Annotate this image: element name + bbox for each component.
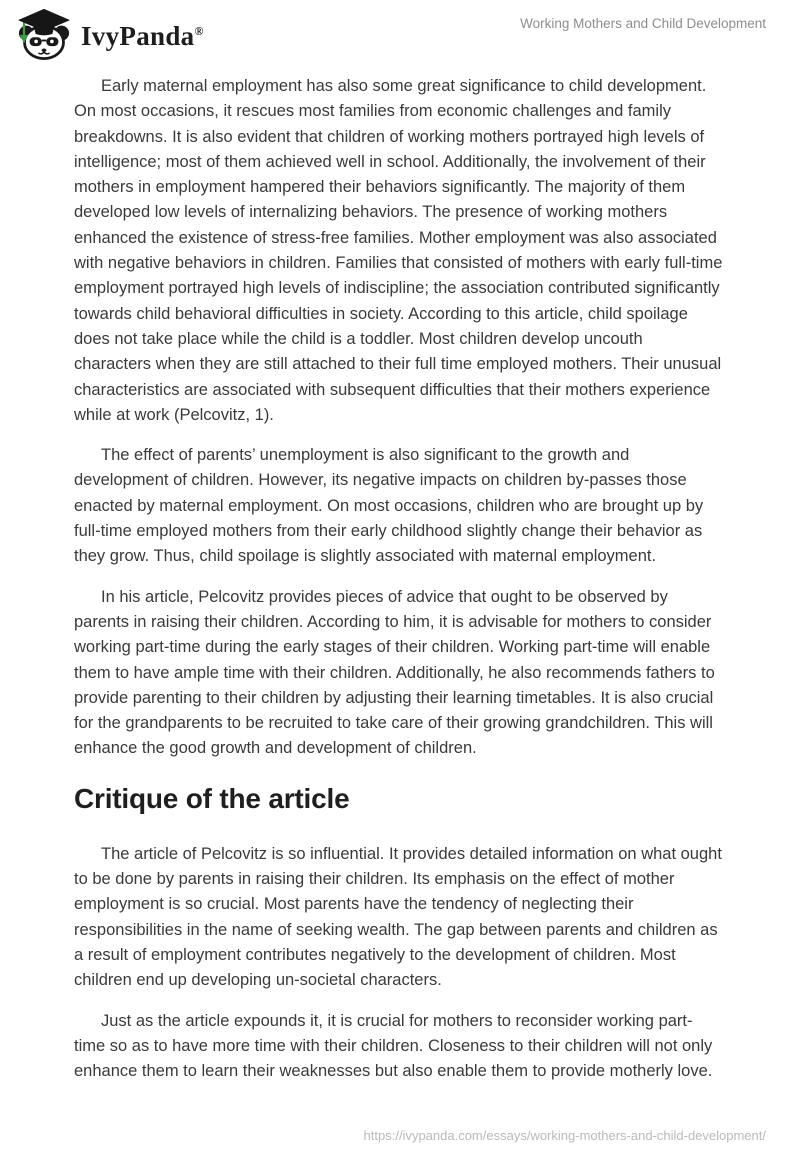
registered-trademark-symbol: ® (194, 23, 204, 38)
brand-name: IvyPanda® (81, 20, 204, 51)
page-header (0, 0, 800, 64)
page-footer (364, 1128, 766, 1144)
essay-paragraph: Early maternal employment has also some great significance to child development. On most occasions, it rescues most families from economic challenges and family breakdowns. It is also evident that children of working mothers portrayed high levels of intelligence; most of them achieved well in school. Additionally, the involvement of their mothers in employment hampered their behaviors significantly. The majority of them developed low levels of internalizing behaviors. The presence of working mothers enhanced the existence of stress-free families. Mother employment was also associated with negative behaviors in children. Families that consisted of mothers with early full-time employment portrayed high levels of indiscipline; the association contributed significantly towards child behavioral difficulties in society. According to this article, child spoilage does not take place while the child is a toddler. Most children develop uncouth characters when they are still attached to their full time employed mothers. Their unusual characteristics are associated with subsequent difficulties that their mothers experience while at work (Pelcovitz, 1). (74, 77, 723, 424)
essay-paragraph: Just as the article expounds it, it is crucial for mothers to reconsider working part-time so as to have more time with their children. Closeness to their children will not only enhance them to learn their weaknesses but also enable them to provide motherly love. (74, 1011, 713, 1081)
essay-paragraph: The effect of parents’ unemployment is also significant to the growth and development of children. However, its negative impacts on children by-passes those enacted by maternal employment. On most occasions, children who are brought up by full-time employed mothers from their early childhood slightly change their behavior as they grow. Thus, child spoilage is slightly associated with maternal employment. (74, 446, 704, 566)
section-heading: Critique of the article (74, 782, 350, 814)
brand (16, 8, 204, 60)
essay-content (0, 64, 800, 1084)
document-title: Working Mothers and Child Development (520, 16, 766, 31)
essay-paragraph: The article of Pelcovitz is so influential. It provides detailed information on what ought to be done by parents in raising their children. Its emphasis on the effect of mother employment is so crucial. Most parents have the tendency of neglecting their responsibilities in the name of seeking wealth. The gap between parents and children as a result of employment contributes negatively to the development of children. Most children end up developing un-societal characters. (74, 844, 722, 990)
essay-paragraph: In his article, Pelcovitz provides pieces of advice that ought to be observed by parents in raising their children. According to him, it is advisable for mothers to consider working part-time during the early stages of their children. Working part-time will enable them to have ample time with their children. Additionally, he also recommends fathers to provide parenting to their children by adjusting their learning timetables. It is also crucial for the grandparents to be recruited to take care of their growing grandchildren. This will enhance the good growth and development of children. (74, 587, 715, 758)
source-url: https://ivypanda.com/essays/working-mothers-and-child-development/ (363, 1128, 766, 1144)
panda-graduation-cap-logo-icon (16, 8, 72, 60)
